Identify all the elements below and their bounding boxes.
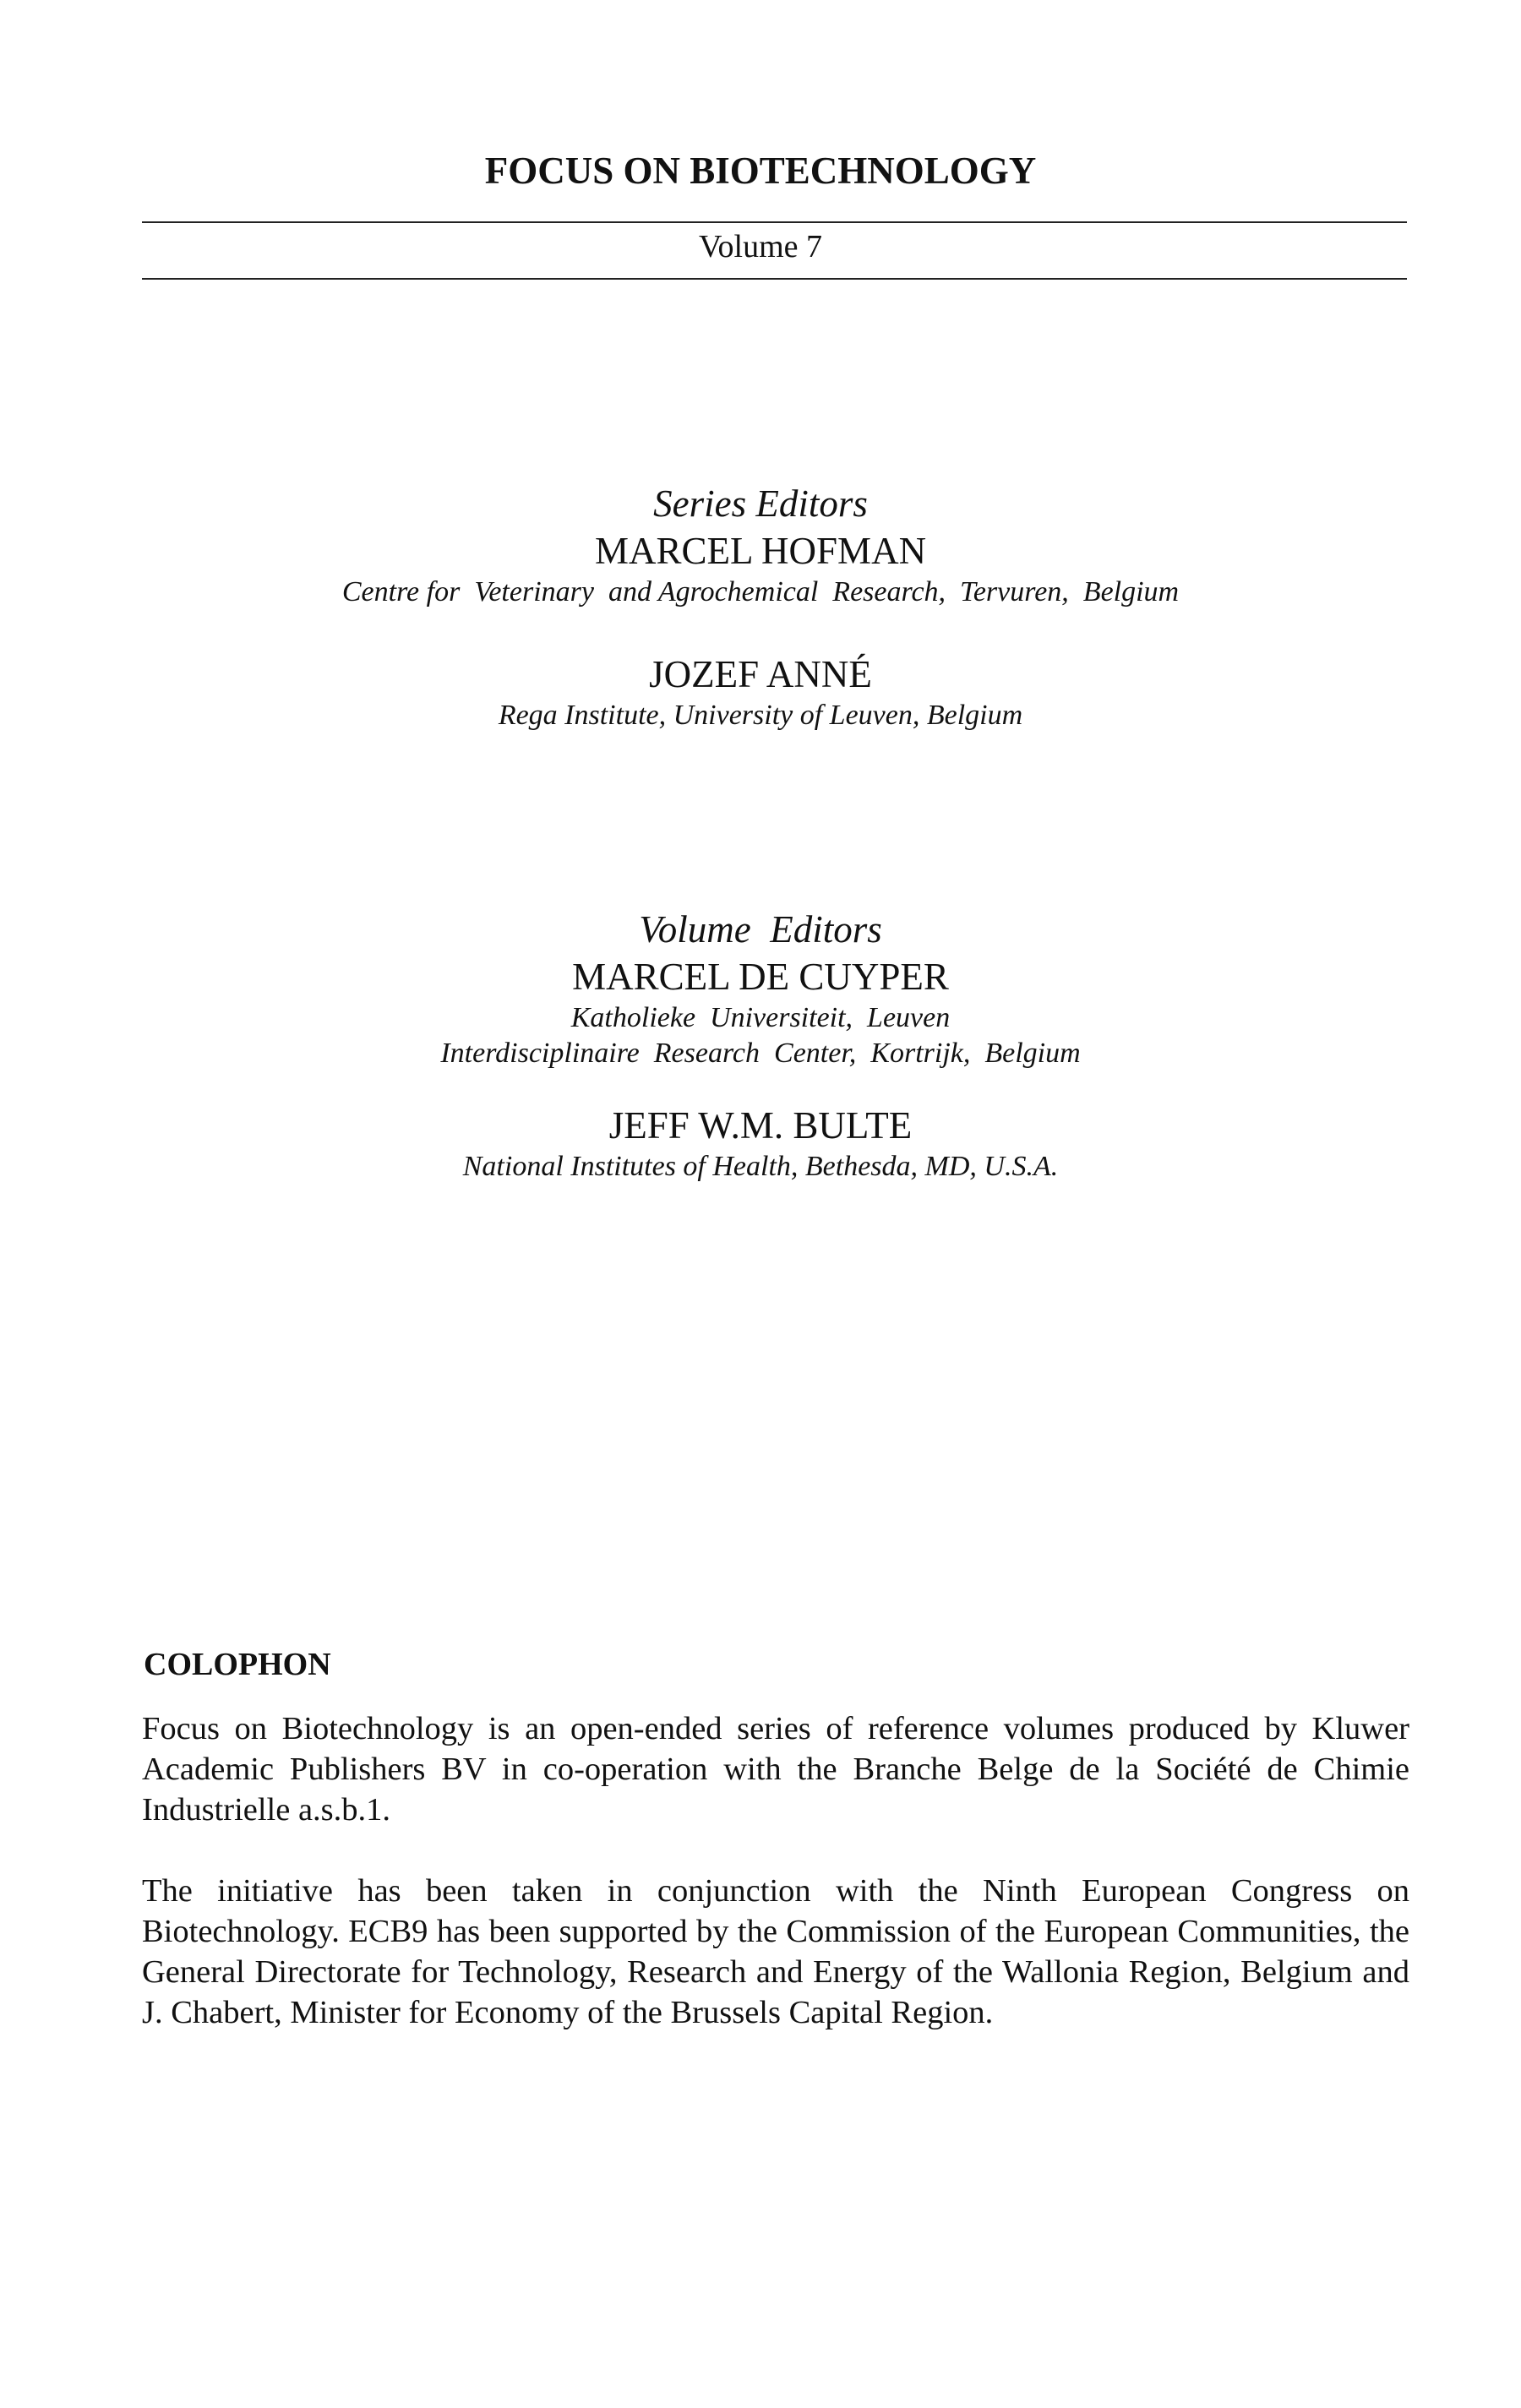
series-editors-heading: Series Editors: [653, 482, 868, 525]
editor-name: MARCEL DE CUYPER: [572, 956, 949, 998]
header-rule-bottom: [142, 278, 1407, 280]
editor-name: JEFF W.M. BULTE: [608, 1104, 913, 1147]
editor-affiliation-line: Interdisciplinaire Research Center, Kortrijk, Belgium: [440, 1038, 1081, 1069]
editor-affiliation-line: Katholieke Universiteit, Leuven: [570, 1002, 951, 1033]
volume-number: Volume 7: [698, 229, 823, 264]
series-editors-block: [0, 480, 1521, 610]
colophon-paragraph: The initiative has been taken in conjunction with the Ninth European Congress on Biotechnology. ECB9 has been supported by the Commission of the European Communities, the General Directorate for Technology, Research and Energy of the Wallonia Region, Belgium and J. Chabert, Minister for Economy of the Brussels Capital Region.: [142, 1873, 1409, 2030]
colophon-paragraph: Focus on Biotechnology is an open-ended series of reference volumes produced by Kluwer Academic Publishers BV in co-operation with the Branche Belge de la Société de Chimie Industrielle a.s.b.1.: [142, 1711, 1409, 1828]
editor-name: JOZEF ANNÉ: [649, 653, 872, 695]
editor-affiliation: Rega Institute, University of Leuven, Belgium: [498, 700, 1023, 731]
editor-name: MARCEL HOFMAN: [594, 530, 927, 572]
editor-affiliation: Centre for Veterinary and Agrochemical Research, Tervuren, Belgium: [341, 576, 1180, 607]
colophon-heading: COLOPHON: [144, 1647, 331, 1682]
volume-editor-2-block: [0, 1102, 1521, 1185]
volume-editors-heading: Volume Editors: [639, 908, 882, 951]
editor-affiliation: National Institutes of Health, Bethesda, MD, U.S.A.: [462, 1151, 1059, 1182]
series-editor-2-block: [0, 651, 1521, 733]
series-title: FOCUS ON BIOTECHNOLOGY: [484, 150, 1037, 192]
header-rule-top: [142, 221, 1407, 223]
volume-editors-block: [0, 906, 1521, 1071]
